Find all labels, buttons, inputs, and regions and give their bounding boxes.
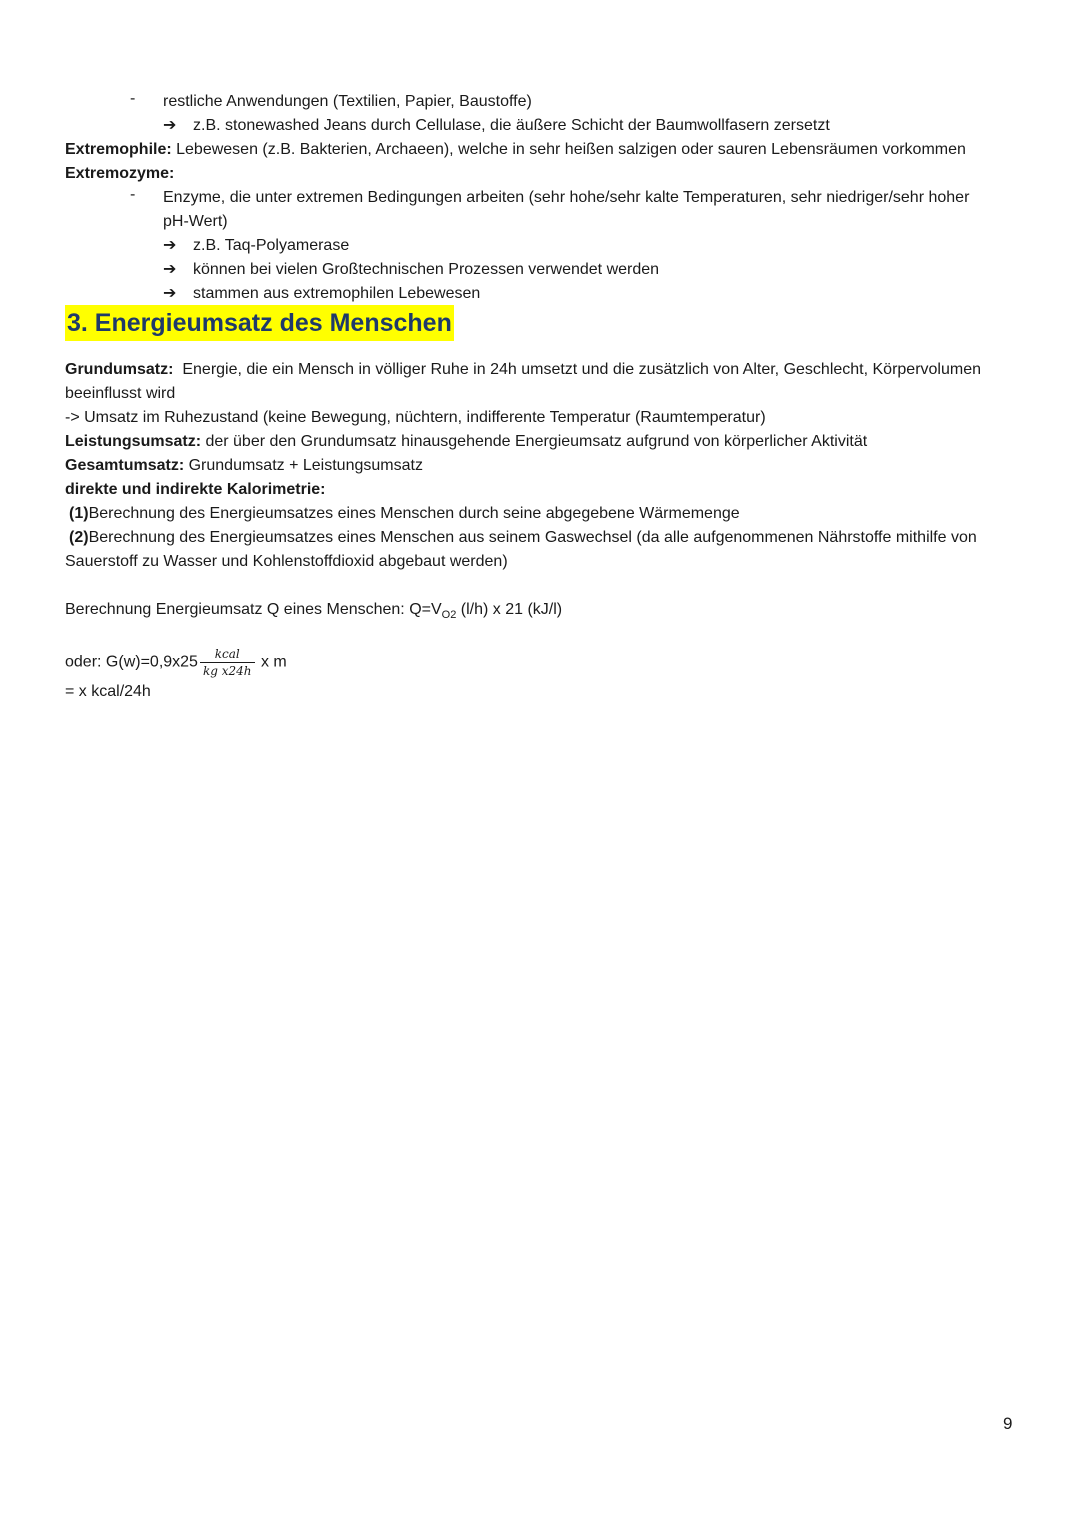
term-kalorimetrie: [65, 478, 326, 502]
term-extremophile: Extremophile:: [65, 141, 172, 158]
page-number: 9: [1003, 1414, 1013, 1433]
arrow-item-prozesse: [163, 258, 659, 282]
definition-leistungsumsatz: [65, 430, 867, 454]
arrow-icon: ➔: [163, 261, 177, 278]
text-stammen: stammen aus extremophilen Lebewesen: [193, 285, 481, 302]
definition-grundumsatz: [65, 358, 981, 382]
definition-extremophile: [65, 138, 966, 162]
def-grundumsatz-2: beeinflusst wird: [65, 385, 176, 402]
bullet-dash: -: [130, 90, 136, 107]
arrow-item-jeans: [163, 114, 830, 138]
item-number-2: (2): [69, 529, 89, 546]
item-text-2a: Berechnung des Energieumsatzes eines Menschen aus seinem Gaswechsel (da alle aufgenommenen Nährstoffe mithilfe von: [88, 529, 977, 546]
bullet-dash: -: [130, 186, 136, 203]
term-extremozyme-label: Extremozyme:: [65, 165, 175, 182]
item-text-1: Berechnung des Energieumsatzes eines Menschen durch seine abgegebene Wärmemenge: [88, 505, 740, 522]
formula-q-subscript: O2: [441, 609, 457, 622]
formula-g-prefix: oder: G(w)=0,9x25: [65, 653, 198, 671]
formula-q-suffix: (l/h) x 21 (kJ/l): [456, 601, 563, 618]
fraction-denominator: kg x24h: [202, 664, 252, 678]
term-grundumsatz: Grundumsatz:: [65, 361, 174, 378]
def-extremophile: Lebewesen (z.B. Bakterien, Archaeen), welche in sehr heißen salzigen oder sauren Lebensräumen vorkommen: [171, 141, 966, 158]
formula-fraction: [200, 646, 255, 679]
section-heading: 3. Energieumsatz des Menschen: [65, 305, 454, 341]
text-prozesse: können bei vielen Großtechnischen Prozessen verwendet werden: [193, 261, 660, 278]
item-number-1: (1): [69, 505, 89, 522]
def-leistungsumsatz: der über den Grundumsatz hinausgehende Energieumsatz aufgrund von körperlicher Aktivität: [201, 433, 868, 450]
formula-g: [65, 646, 287, 679]
list-item-2: [69, 526, 977, 550]
text-jeans: z.B. stonewashed Jeans durch Cellulase, die äußere Schicht der Baumwollfasern zersetzt: [193, 117, 830, 134]
formula-q: [65, 598, 562, 627]
formula-g-suffix: x m: [256, 653, 287, 671]
arrow-icon: ➔: [163, 117, 177, 134]
fraction-numerator: kcal: [200, 646, 255, 663]
formula-q-prefix: Berechnung Energieumsatz Q eines Menschen: Q=V: [65, 601, 442, 618]
term-extremozyme: [65, 162, 174, 186]
text-ruhezustand: -> Umsatz im Ruhezustand (keine Bewegung, nüchtern, indifferente Temperatur (Raumtemperatur): [65, 409, 766, 426]
definition-gesamtumsatz: [65, 454, 423, 478]
text-enzyme-line1: Enzyme, die unter extremen Bedingungen arbeiten (sehr hohe/sehr kalte Temperaturen, sehr niedriger/sehr hoher: [163, 189, 970, 206]
term-leistungsumsatz: Leistungsumsatz:: [65, 433, 202, 450]
def-grundumsatz-1: Energie, die ein Mensch in völliger Ruhe in 24h umsetzt und die zusätzlich von Alter, Geschlecht, Körpervolumen: [173, 361, 981, 378]
list-item-1: [69, 502, 740, 526]
term-gesamtumsatz: Gesamtumsatz:: [65, 457, 185, 474]
text-taq: z.B. Taq-Polyamerase: [193, 237, 350, 254]
arrow-item-stammen: [163, 282, 480, 306]
term-kalorimetrie-label: direkte und indirekte Kalorimetrie:: [65, 481, 326, 498]
arrow-icon: ➔: [163, 285, 177, 302]
formula-result: = x kcal/24h: [65, 683, 151, 700]
def-gesamtumsatz: Grundumsatz + Leistungsumsatz: [184, 457, 423, 474]
arrow-item-taq: [163, 234, 349, 258]
item-text-2b: Sauerstoff zu Wasser und Kohlenstoffdioxid abgebaut werden): [65, 553, 508, 570]
text-enzyme-line2: pH-Wert): [163, 213, 228, 230]
text-anwendungen: restliche Anwendungen (Textilien, Papier, Baustoffe): [163, 93, 532, 110]
arrow-icon: ➔: [163, 237, 177, 254]
